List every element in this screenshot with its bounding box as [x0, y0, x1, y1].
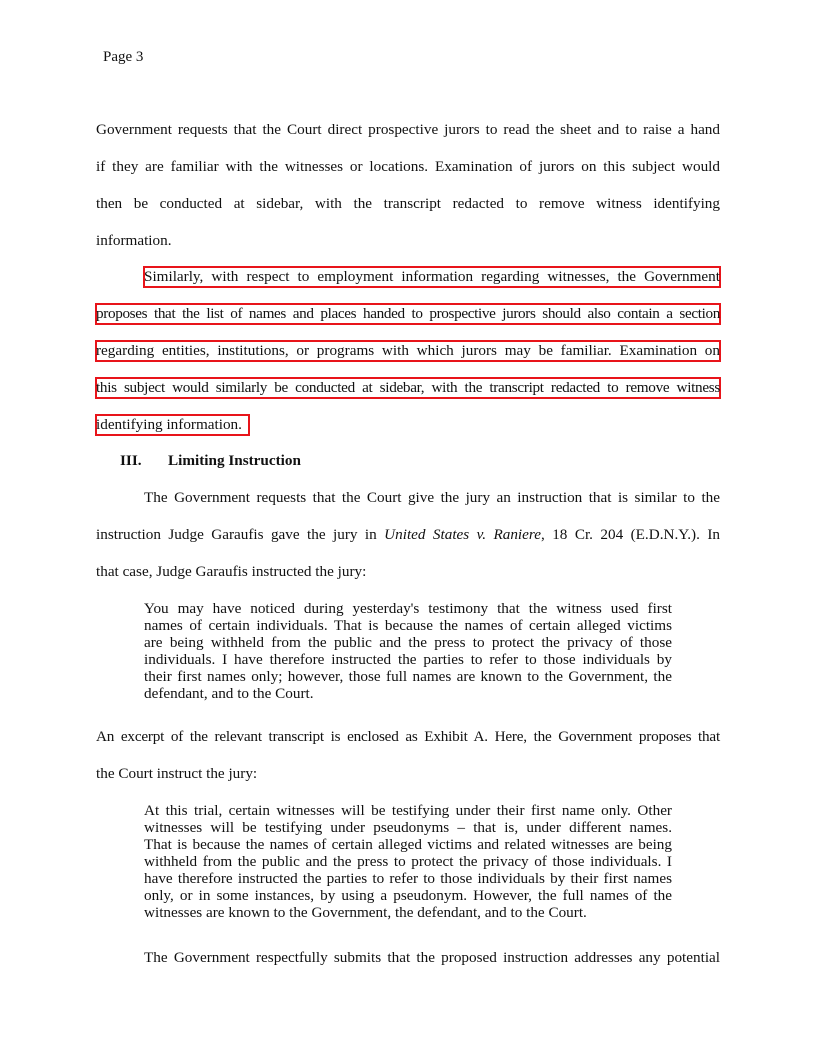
quote-line: have therefore instructed the parties to refer to those individuals by their first names: [144, 870, 672, 887]
text-line: information.: [96, 232, 172, 249]
section-number: III.: [120, 452, 142, 469]
paragraph-respectfully-submits: The Government respectfully submits that the proposed instruction addresses any potential: [144, 949, 720, 966]
text-line: The Government requests that the Court give the jury an instruction that is similar to the: [144, 489, 720, 506]
quote-line: their first names only; however, those full names are known to the Government, the: [144, 668, 672, 685]
quote-line: names of certain individuals. That is because the names of certain alleged victims: [144, 617, 672, 634]
page-number: Page 3: [103, 49, 144, 65]
quote-line: only, or in some instances, by using a pseudonym. However, the full names of the: [144, 887, 672, 904]
text: , 18 Cr. 204 (E.D.N.Y.). In: [540, 526, 720, 543]
text-line: the Court instruct the jury:: [96, 765, 258, 782]
text: instruction Judge Garaufis gave the jury in: [96, 526, 385, 543]
quote-line: individuals. I have therefore instructed the parties to refer to those individuals by: [144, 651, 672, 668]
text-line: that case, Judge Garaufis instructed the jury:: [96, 563, 367, 580]
text-line: regarding entities, institutions, or programs with which jurors may be familiar. Examination on: [96, 342, 720, 359]
block-quote-proposed-instruction: [144, 802, 672, 921]
text-line: this subject would similarly be conducted at sidebar, with the transcript redacted to remove witness: [96, 379, 720, 396]
text-line: then be conducted at sidebar, with the transcript redacted to remove witness identifying: [96, 195, 720, 212]
quote-line: are being withheld from the public and the press to protect the privacy of those: [144, 634, 672, 651]
text-line: if they are familiar with the witnesses or locations. Examination of jurors on this subject would: [96, 158, 720, 175]
quote-line: witnesses will be testifying under pseudonyms – that is, under different names.: [144, 819, 672, 836]
block-quote-raniere-instruction: [144, 600, 672, 702]
text-line: Similarly, with respect to employment information regarding witnesses, the Government: [144, 268, 720, 285]
quote-line: That is because the names of certain alleged victims and related witnesses are being: [144, 836, 672, 853]
text-line-with-citation: [96, 526, 720, 544]
section-title: Limiting Instruction: [168, 452, 301, 469]
text-line: Government requests that the Court direct prospective jurors to read the sheet and to raise a hand: [96, 121, 720, 138]
case-citation: United States v. Raniere: [384, 526, 541, 543]
text-line: identifying information.: [96, 416, 242, 433]
quote-line: At this trial, certain witnesses will be testifying under their first name only. Other: [144, 802, 672, 819]
quote-line: witnesses are known to the Government, the defendant, and to the Court.: [144, 904, 587, 921]
quote-line: You may have noticed during yesterday's testimony that the witness used first: [144, 600, 672, 617]
text-line: proposes that the list of names and places handed to prospective jurors should also contain a section: [96, 305, 720, 322]
quote-line: defendant, and to the Court.: [144, 685, 314, 702]
quote-line: withheld from the public and the press to protect the privacy of those individuals. I: [144, 853, 672, 870]
text-line: An excerpt of the relevant transcript is enclosed as Exhibit A. Here, the Government proposes that: [96, 728, 720, 745]
